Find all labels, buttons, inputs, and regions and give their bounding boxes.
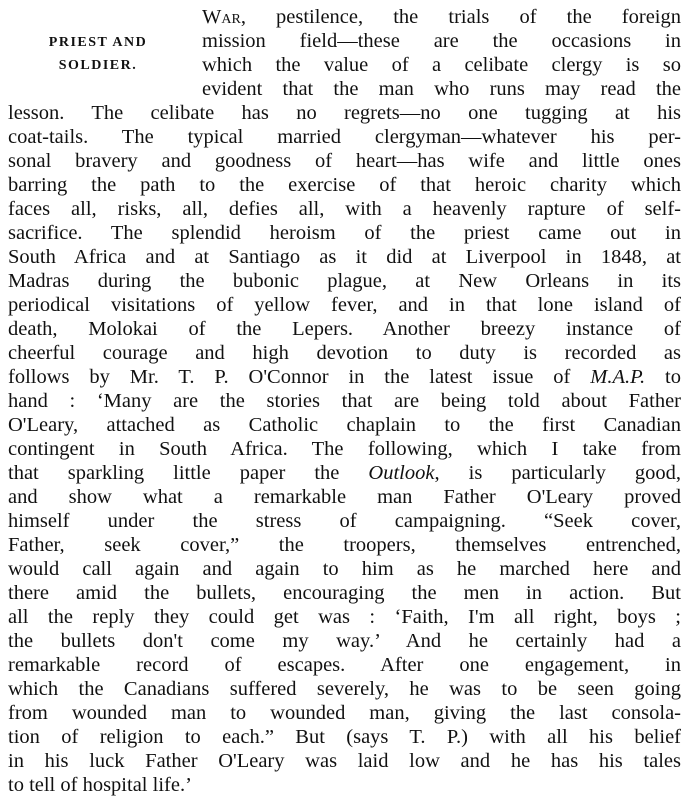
text-line: that sparkling little paper the Outlook, is particularly good,: [8, 462, 681, 484]
text-line: War, pestilence, the trials of the foreign: [202, 6, 681, 28]
text-line: O'Leary, attached as Catholic chaplain to the first Canadian: [8, 414, 681, 436]
text-line: which the Canadians suffered severely, he was to be seen going: [8, 678, 681, 700]
text-line: faces all, risks, all, defies all, with a heavenly rapture of self-: [8, 198, 681, 220]
italic-title: Outlook: [368, 462, 435, 484]
text-line: barring the path to the exercise of that heroic charity which: [8, 174, 681, 196]
text-line: in his luck Father O'Leary was laid low and he has his tales: [8, 750, 681, 772]
text-line: contingent in South Africa. The following, which I take from: [8, 438, 681, 460]
text-line: to tell of hospital life.’: [8, 774, 192, 796]
text-line: lesson. The celibate has no regrets—no one tugging at his: [8, 102, 681, 124]
text-line: would call again and again to him as he marched here and: [8, 558, 681, 580]
text-line: mission field—these are the occasions in: [202, 30, 681, 52]
italic-title: M.A.P.: [590, 366, 646, 388]
text-line: evident that the man who runs may read the: [202, 78, 681, 100]
text-line: follows by Mr. T. P. O'Connor in the latest issue of M.A.P. to: [8, 366, 682, 388]
opening-word: War: [202, 6, 241, 28]
text-line: hand : ‘Many are the stories that are being told about Father: [8, 390, 681, 412]
text-line: from wounded man to wounded man, giving the last consola-: [8, 702, 681, 724]
text-line: remarkable record of escapes. After one engagement, in: [8, 654, 681, 676]
text-line: tion of religion to each.” But (says T. P.) with all his belief: [8, 726, 681, 748]
side-heading-line-2: SOLDIER.: [58, 58, 138, 73]
text-line: cheerful courage and high devotion to duty is recorded as: [8, 342, 681, 364]
text-line: death, Molokai of the Lepers. Another breezy instance of: [8, 318, 681, 340]
side-heading-line-1: PRIEST AND: [48, 35, 148, 50]
text-line: South Africa and at Santiago as it did at Liverpool in 1848, at: [8, 246, 681, 268]
text-line: Father, seek cover,” the troopers, themselves entrenched,: [8, 534, 681, 556]
text-line: sacrifice. The splendid heroism of the priest came out in: [8, 222, 681, 244]
text-line: coat-tails. The typical married clergyman—whatever his per-: [8, 126, 681, 148]
text-line: which the value of a celibate clergy is so: [202, 54, 681, 76]
text-line: and show what a remarkable man Father O'Leary proved: [8, 486, 681, 508]
text-line: all the reply they could get was : ‘Faith, I'm all right, boys ;: [8, 606, 681, 628]
text-line: sonal bravery and goodness of heart—has wife and little ones: [8, 150, 681, 172]
text-line: Madras during the bubonic plague, at New Orleans in its: [8, 270, 681, 292]
text-line: himself under the stress of campaigning. “Seek cover,: [8, 510, 681, 532]
text-line: there amid the bullets, encouraging the men in action. But: [8, 582, 681, 604]
text-line: the bullets don't come my way.’ And he certainly had a: [8, 630, 681, 652]
text-line: periodical visitations of yellow fever, and in that lone island of: [8, 294, 681, 316]
